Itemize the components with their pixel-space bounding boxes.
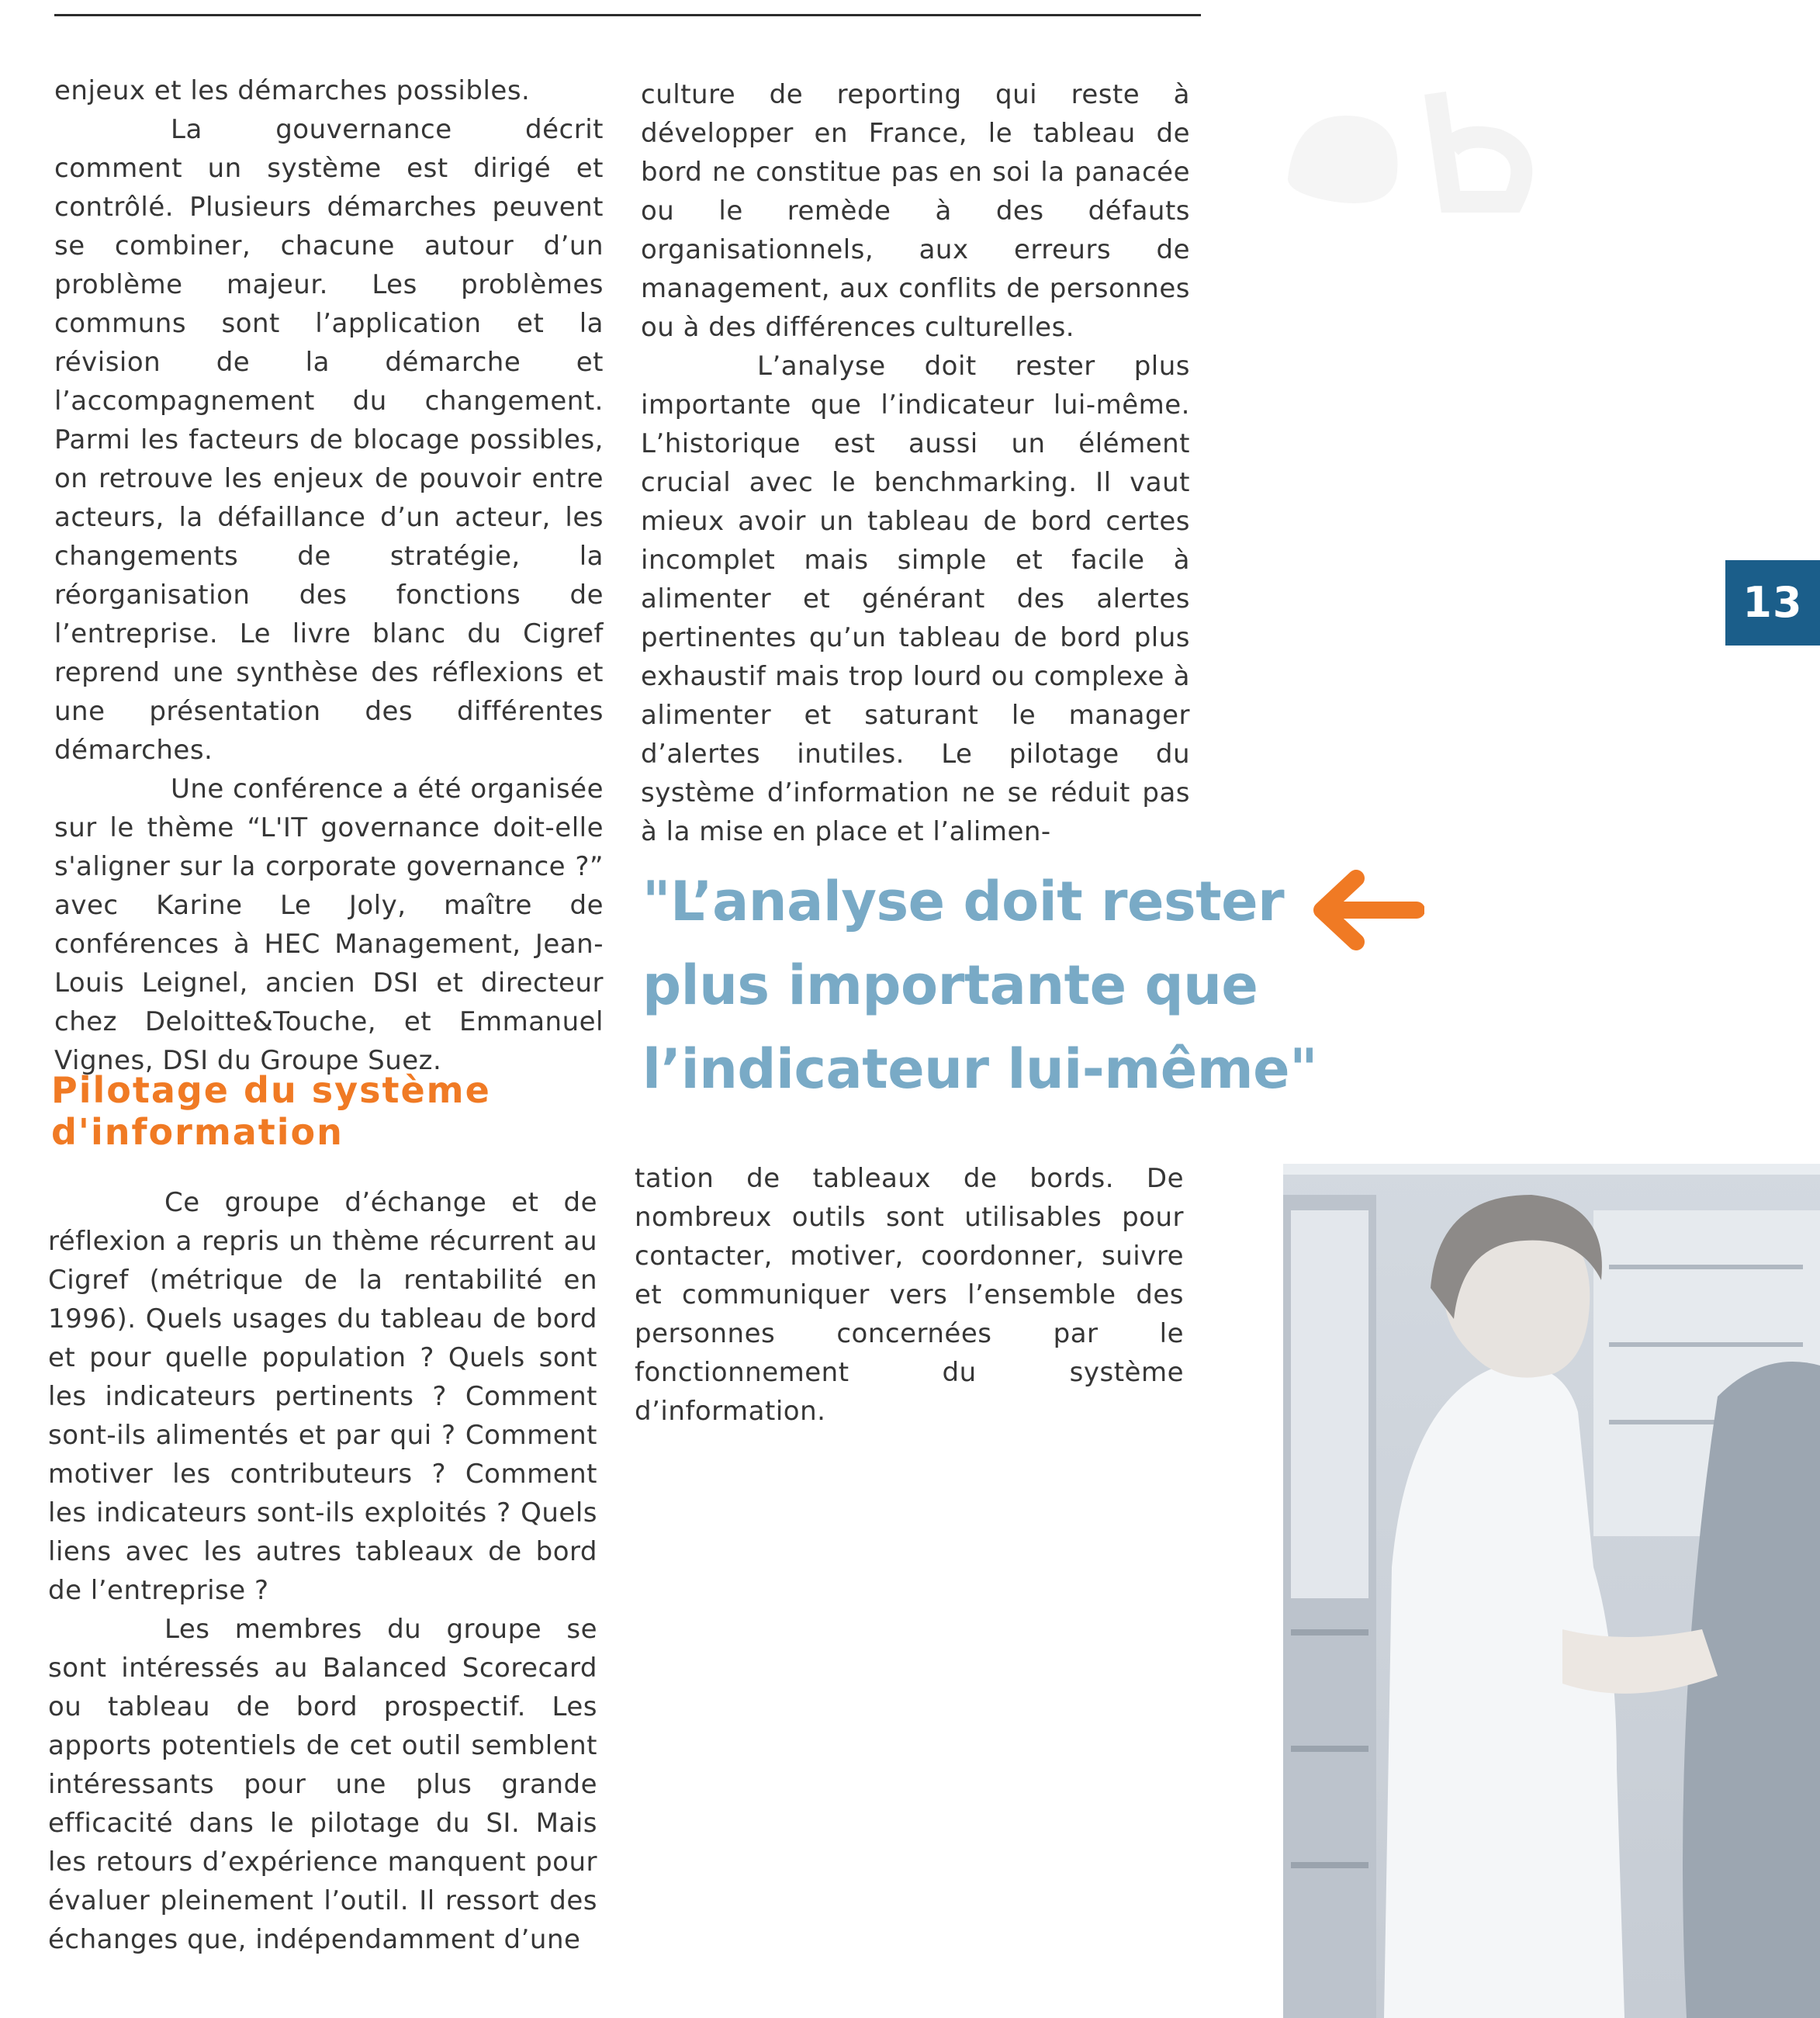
- arrow-left-icon: [1308, 867, 1424, 953]
- paragraph: La gouvernance décrit comment un système est dirigé et contrôlé. Plusieurs démarches peuvent se combiner, chacune autour d’un problème majeur. Les problèmes communs sont l’application et la révision de la démarche et l’accompagnement du changement. Parmi les facteurs de blocage possibles, on retrouve les enjeux de pouvoir entre acteurs, la défaillance d’un acteur, les changements de stratégie, la réorganisation des fonctions de l’entreprise. Le livre blanc du Cigref reprend une synthèse des réflexions et une présentation des différentes démarches.: [54, 114, 604, 766]
- article-column-left-top: [54, 71, 604, 1080]
- top-rule: [54, 14, 1201, 16]
- paragraph: Une conférence a été organisée sur le thème “L'IT governance doit-elle s'aligner sur la corporate governance ?” avec Karine Le Joly, maître de conférences à HEC Management, Jean-Louis Leignel, ancien DSI et directeur chez Deloitte&Touche, et Emmanuel Vignes, DSI du Groupe Suez.: [54, 774, 604, 1076]
- section-heading: Pilotage du système d'information: [51, 1069, 491, 1153]
- paragraph: tation de tableaux de bords. De nombreux outils sont utilisables pour contacter, motiver, coordonner, suivre et communiquer vers l’ensemble des personnes concernées par le fonctionnement du système d’information.: [635, 1163, 1184, 1427]
- photo-illustration: [1283, 1164, 1820, 2018]
- article-column-right-bottom: [635, 1159, 1184, 1431]
- background-ghost-lettering: [1265, 62, 1544, 217]
- page-number-badge: 13: [1725, 560, 1820, 646]
- paragraph: culture de reporting qui reste à développer en France, le tableau de bord ne constitue pas en soi la panacée ou le remède à des défauts organisationnels, aux erreurs de management, aux conflits de personnes ou à des différences culturelles.: [641, 79, 1190, 343]
- pull-quote: "L’analyse doit rester plus importante que l’indicateur lui-même": [642, 870, 1318, 1101]
- article-column-right-top: [641, 75, 1190, 851]
- paragraph: enjeux et les démarches possibles.: [54, 75, 531, 106]
- paragraph: Ce groupe d’échange et de réflexion a repris un thème récurrent au Cigref (métrique de la rentabilité en 1996). Quels usages du tableau de bord et pour quelle population ? Quels sont les indicateurs pertinents ? Comment sont-ils alimentés et par qui ? Comment motiver les contributeurs ? Comment les indicateurs sont-ils exploités ? Quels liens avec les autres tableaux de bord de l’entreprise ?: [48, 1187, 597, 1606]
- article-column-left-bottom: [48, 1183, 597, 1959]
- paragraph: Les membres du groupe se sont intéressés au Balanced Scorecard ou tableau de bord prospectif. Les apports potentiels de cet outil semblent intéressants pour une plus grande efficacité dans le pilotage du SI. Mais les retours d’expérience manquent pour évaluer pleinement l’outil. Il ressort des échanges que, indépendamment d’une: [48, 1614, 597, 1955]
- paragraph: L’analyse doit rester plus importante que l’indicateur lui-même. L’historique est aussi un élément crucial avec le benchmarking. Il vaut mieux avoir un tableau de bord certes incomplet mais simple et facile à alimenter et générant des alertes pertinentes qu’un tableau de bord plus exhaustif mais trop lourd ou complexe à alimenter et saturant le manager d’alertes inutiles. Le pilotage du système d’information ne se réduit pas à la mise en place et l’alimen-: [641, 351, 1190, 847]
